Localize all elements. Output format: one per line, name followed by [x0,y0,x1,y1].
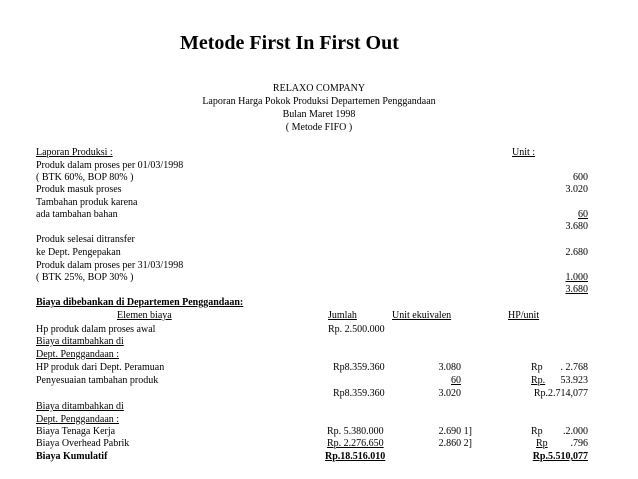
subtotal-value: 3.680 [565,221,588,232]
report-title: Laporan Harga Pokok Produksi Departemen Penggandaan [202,96,436,107]
hp-from-rp: Rp [531,362,543,373]
hp-from-units: 3.080 [438,362,461,373]
transfer-label-2: ke Dept. Pengepakan [36,247,121,258]
adjustment-subtotal-hp: Rp.2.714,077 [533,388,588,399]
added-section-2-line-1: Biaya ditambahkan di [36,401,124,412]
transfer-value: 2.680 [565,247,588,258]
adjustment-rp: Rp. [531,375,546,386]
added-section-2-line-2: Dept. Penggandaan : [36,414,120,425]
adjustment-subtotal-units: 3.020 [438,388,461,399]
wip-begin-value: 600 [573,172,588,183]
labor-units: 2.690 1] [438,426,472,437]
input-value: 3.020 [565,184,588,195]
hp-from-hp: . 2.768 [560,362,588,373]
transfer-label-1: Produk selesai ditransfer [36,234,135,245]
labor-label: Biaya Tenaga Kerja [36,426,116,437]
production-section-label: Laporan Produksi : [36,147,113,158]
cumulative-hp: Rp.5.510,077 [532,451,588,462]
cumulative-amount: Rp.18.516.010 [325,451,386,462]
added-section-1-line-1: Biaya ditambahkan di [36,336,124,347]
hp-from-label: HP produk dari Dept. Peramuan [36,362,165,373]
total-value: 3.680 [565,284,588,295]
wip-end-label: Produk dalam proses per 31/03/1998 [36,260,184,271]
labor-amount: Rp. 5.380.000 [327,426,384,437]
adjustment-subtotal-amount: Rp8.359.360 [333,388,385,399]
overhead-units: 2.860 2] [438,438,472,449]
report-period: Bulan Maret 1998 [282,109,356,120]
wip-cost-amount: Rp. 2.500.000 [328,324,385,335]
added-label-2: ada tambahan bahan [36,209,118,220]
col-amount-header: Jumlah [328,310,357,321]
adjustment-units: 60 [451,375,461,386]
labor-rp: Rp [531,426,543,437]
col-hp-header: HP/unit [508,310,540,321]
adjustment-hp: 53.923 [560,375,588,386]
added-label-1: Tambahan produk karena [36,197,138,208]
col-units-header: Unit ekuivalen [392,310,452,321]
input-label: Produk masuk proses [36,184,122,195]
overhead-label: Biaya Overhead Pabrik [36,438,130,449]
overhead-hp-cell [536,438,588,449]
overhead-amount: Rp. 2.276.650 [327,438,384,449]
report-method: ( Metode FIFO ) [285,122,353,133]
company-name: RELAXO COMPANY [272,83,366,94]
costs-section-label: Biaya dibebankan di Departemen Penggandaan: [36,297,244,308]
wip-cost-label: Hp produk dalam proses awal [36,324,156,335]
adjustment-label: Penyesuaian tambahan produk [36,375,159,386]
labor-hp: .2.000 [563,426,588,437]
added-section-1-line-2: Dept. Penggandaan : [36,349,120,360]
cumulative-label: Biaya Kumulatif [36,451,108,462]
hp-from-amount: Rp8.359.360 [333,362,385,373]
wip-begin-label: Produk dalam proses per 01/03/1998 [36,160,184,171]
col-element-header: Elemen biaya [117,310,172,321]
unit-header: Unit : [512,147,536,158]
overhead-rp: Rp [536,438,548,449]
overhead-hp: .796 [570,438,588,449]
adjustment-hp-cell [531,375,588,386]
wip-end-value: 1.000 [565,272,588,283]
wip-end-pct: ( BTK 25%, BOP 30% ) [36,272,134,283]
slide-title: Metode First In First Out [180,32,399,54]
wip-begin-pct: ( BTK 60%, BOP 80% ) [36,172,134,183]
added-value: 60 [578,209,588,220]
